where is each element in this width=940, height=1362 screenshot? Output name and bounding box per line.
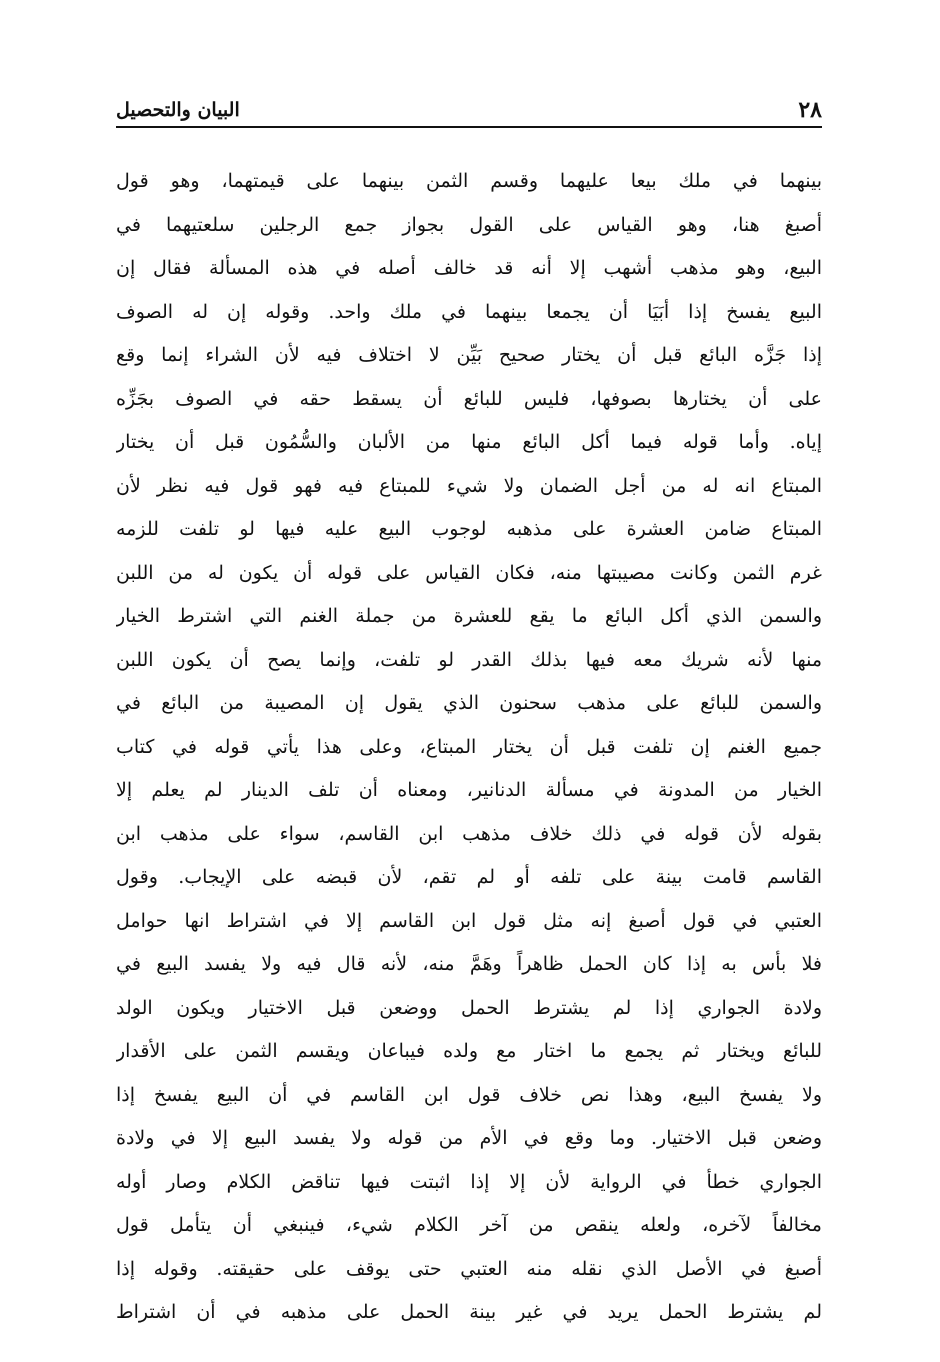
text-line: بقوله لأن قوله في ذلك خلاف مذهب ابن القاسم، سواء على مذهب ابن	[116, 822, 822, 845]
text-line: الخيار من المدونة في مسألة الدنانير، ومعناه أن تلف الدينار لم يعلم إلا	[116, 779, 822, 801]
text-line: العتبي في قول أصبغ إنه مثل قول ابن القاسم إلا في اشتراط انها حوامل	[116, 909, 822, 932]
text-line: ولادة الجواري إذا لم يشترط الحمل ووضعن قبل الاختيار ويكون الولد	[116, 996, 822, 1019]
text-line: مخالفاً لآخره، ولعله ينقص من آخر الكلام شيء، فينبغي أن يتأمل قول	[116, 1214, 822, 1236]
text-line: المبتاع انه له من أجل الضمان ولا شيء للمبتاع فيه فهو قول فيه نظر لأن	[116, 474, 822, 497]
text-line: القاسم قامت بينة على تلفه أو لم تقم، لأن قبضه على الإيجاب. وقول	[116, 866, 822, 888]
text-line: والسمن للبائع على مذهب سحنون الذي يقول إن المصيبة من البائع في	[116, 692, 822, 714]
text-line: منها لأنه شريك معه فيها بذلك القدر لو تلفت، وإنما يصح أن يكون اللبن	[116, 648, 822, 671]
text-line: والسمن الذي أكل البائع ما يقع للعشرة من جملة الغنم التي اشترط الخيار	[116, 605, 822, 627]
text-line: على أن يختارها بصوفها، فليس للبائع أن يسقط حقه في الصوف بجَزِّه	[116, 387, 822, 410]
text-line: الجواري خطأ في الرواية لأن إلا إذا اثبتت فيها تناقض الكلام وصار أوله	[116, 1170, 822, 1193]
body-text	[116, 160, 822, 1335]
text-line: غرم الثمن وكانت مصيبتها منه، فكان القياس على قوله أن يكون له من اللبن	[116, 561, 822, 584]
text-line: إذا جَزَّه البائع قبل أن يختار صحيح بَيِّن لا اختلاف فيه لأن الشراء إنما وقع	[116, 344, 822, 366]
text-line: للبائع ويختار ثم يجمع ما اختار مع ولده فيباعان ويقسم الثمن على الأقدار	[116, 1040, 822, 1062]
text-line: البيع يفسخ إذا أبَيَا أن يجمعا بينهما في ملك واحد. وقوله إن له الصوف	[116, 300, 822, 323]
page-number: ٢٨	[798, 97, 822, 123]
text-line: ولا يفسخ البيع، وهذا نص خلاف قول ابن القاسم في أن البيع يفسخ إذا	[116, 1083, 822, 1106]
text-line: جميع الغنم إن تلفت قبل أن يختار المبتاع، وعلى هذا يأتي قوله في كتاب	[116, 735, 822, 758]
text-line: بينهما في ملك بيعا عليهما وقسم الثمن بينهما على قيمتهما، وهو قول	[116, 170, 822, 192]
header-rule	[116, 126, 822, 128]
text-line: لم يشترط الحمل يريد في غير بينة الحمل على مذهبه في أن اشتراط	[116, 1301, 822, 1323]
text-line: فلا بأس به إذا كان الحمل ظاهراً وهَمَّ منه، لأنه قال فيه ولا يفسد البيع في	[116, 953, 822, 975]
text-line: وضعن قبل الاختيار. وما وقع في الأم من قوله ولا يفسد البيع إلا في ولادة	[116, 1127, 822, 1149]
text-line: أصبغ هنا، وهو القياس على القول بجواز جمع الرجلين سلعتيهما في	[116, 213, 822, 236]
book-title: البيان والتحصيل	[116, 99, 240, 121]
running-header	[116, 88, 822, 124]
text-line: المبتاع ضامن العشرة على مذهبه لوجوب البيع عليه فيها لو تلفت للزمه	[116, 518, 822, 540]
text-line: أصبغ في الأصل الذي نقله منه العتبي حتى يوقف على حقيقته. وقوله إذا	[116, 1257, 822, 1280]
text-line: إياه. وأما قوله فيما أكل البائع منها من الألبان والسُّمُون قبل أن يختار	[116, 431, 822, 453]
text-line: البيع، وهو مذهب أشهب إلا أنه قد خالف أصله في هذه المسألة فقال إن	[116, 257, 822, 279]
